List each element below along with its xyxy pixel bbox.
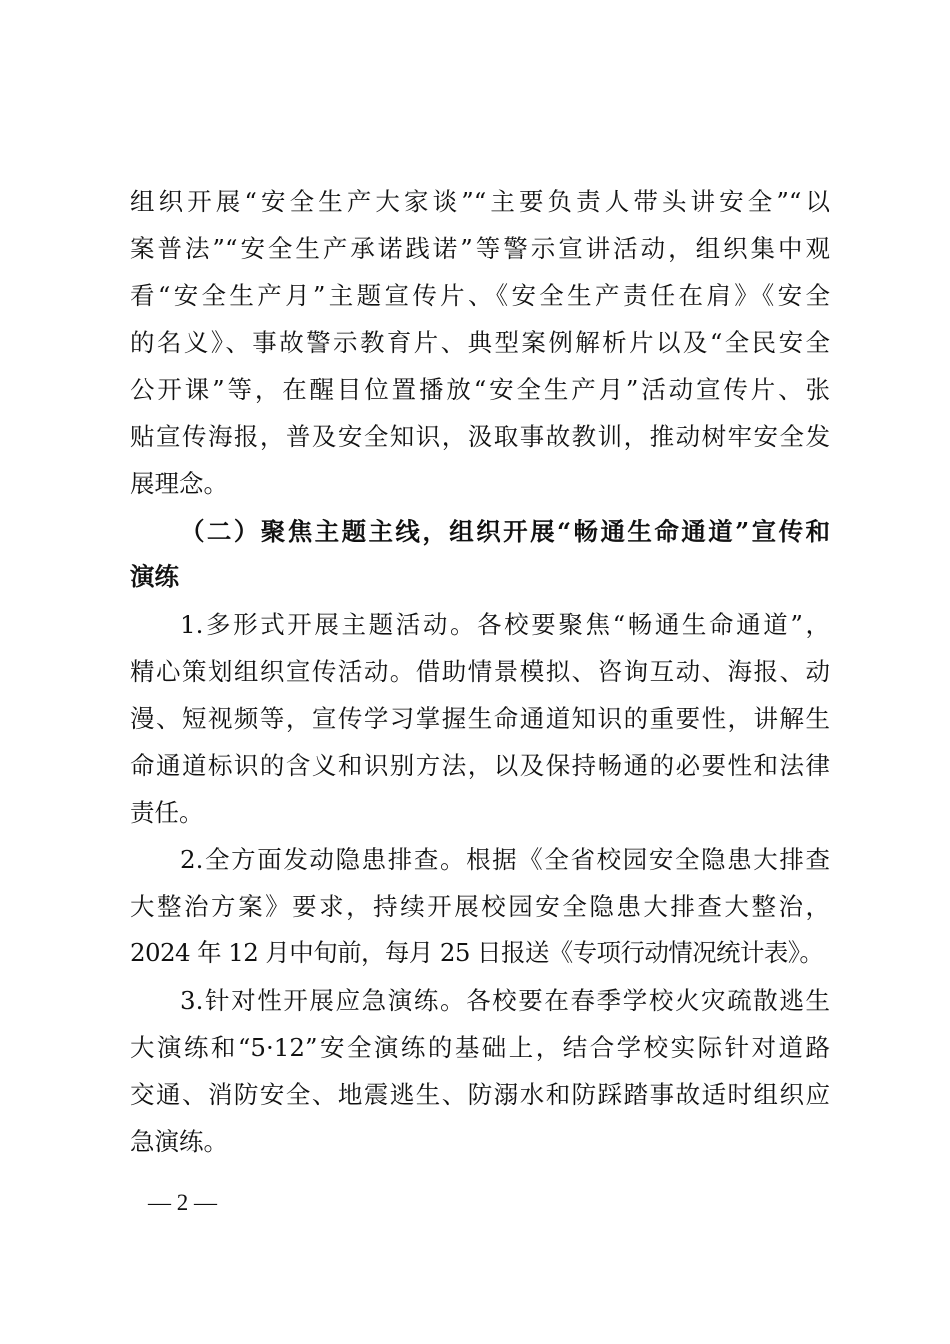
paragraph-line: 大整治方案》要求，持续开展校园安全隐患大排查大整治， [130,892,830,921]
section-heading-line: （二）聚焦主题主线，组织开展“畅通生命通道”宣传和 [180,517,830,546]
paragraph-line: 命通道标识的含义和识别方法，以及保持畅通的必要性和法律 [130,751,830,780]
paragraph-line: 的名义》、事故警示教育片、典型案例解析片以及“全民安全 [130,328,830,357]
paragraph-line: 急演练。 [130,1127,228,1156]
paragraph-line: 2024 年 12 月中旬前，每月 25 日报送《专项行动情况统计表》。 [130,938,824,967]
paragraph-line: 交通、消防安全、地震逃生、防溺水和防踩踏事故适时组织应 [130,1080,830,1109]
paragraph-line: 责任。 [130,798,204,827]
paragraph-line: 展理念。 [130,469,228,498]
paragraph-line: 漫、短视频等，宣传学习掌握生命通道知识的重要性，讲解生 [130,704,830,733]
paragraph-line: 看“安全生产月”主题宣传片、《安全生产责任在肩》《安全 [130,281,830,310]
page-number: — 2 — [148,1190,217,1215]
paragraph-line: 3.针对性开展应急演练。各校要在春季学校火灾疏散逃生 [180,986,830,1015]
paragraph-line: 大演练和“5·12”安全演练的基础上，结合学校实际针对道路 [130,1033,830,1062]
section-heading-line: 演练 [130,562,179,591]
paragraph-line: 案普法”“安全生产承诺践诺”等警示宣讲活动，组织集中观 [130,234,830,263]
paragraph-line: 组织开展“安全生产大家谈”“主要负责人带头讲安全”“以 [130,187,830,216]
paragraph-line: 1.多形式开展主题活动。各校要聚焦“畅通生命通道”， [180,610,830,639]
paragraph-line: 贴宣传海报，普及安全知识，汲取事故教训，推动树牢安全发 [130,422,830,451]
paragraph-line: 公开课”等，在醒目位置播放“安全生产月”活动宣传片、张 [130,375,830,404]
paragraph-line: 2.全方面发动隐患排查。根据《全省校园安全隐患大排查 [180,845,830,874]
paragraph-line: 精心策划组织宣传活动。借助情景模拟、咨询互动、海报、动 [130,657,830,686]
